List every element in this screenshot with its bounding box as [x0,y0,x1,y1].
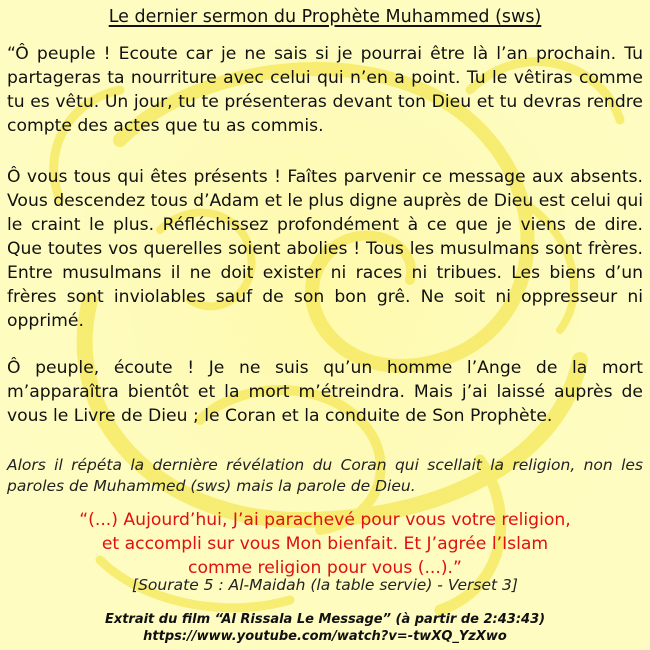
sermon-paragraph-3: Ô peuple, écoute ! Je ne suis qu’un homme l’Ange de la mort m’apparaîtra bientôt et la mort m’étreindra. Mais j’ai laissé auprès de vous le Livre de Dieu ; le Coran et la conduite de Son Prophète. [7,358,643,426]
sermon-paragraph-2: Ô vous tous qui êtes présents ! Faîtes parvenir ce message aux absents. Vous descendez tous d’Adam et le plus digne auprès de Dieu est celui qui le craint le plus. Réfléchissez profondément à ce que je viens de dire. Que toutes vos querelles soient abolies ! Tous les musulmans sont frères. Entre musulmans il ne doit exister ni races ni tribues. Les biens d’un frères sont inviolables sauf de son bon grê. Ne soit ni oppresseur ni opprimé. [7,167,643,331]
verse-reference: [Sourate 5 : Al-Maidah (la table servie) - Verset 3] [132,576,518,594]
video-url[interactable]: https://www.youtube.com/watch?v=-twXQ_YzXwo [143,629,507,644]
page-title: Le dernier sermon du Prophète Muhammed (sws) [108,7,542,27]
source-credit [0,611,650,645]
quote-line: et accompli sur vous Mon bienfait. Et J’agrée l’Islam [101,534,549,554]
quote-line: “(...) Aujourd’hui, J’ai parachevé pour vous votre religion, [79,510,571,530]
quote-line: comme religion pour vous (...).” [188,558,462,578]
film-credit: Extrait du film “Al Rissala Le Message” (à partir de 2:43:43) [104,612,546,627]
sermon-paragraph-1: “Ô peuple ! Ecoute car je ne sais si je pourrai être là l’an prochain. Tu partageras ta nourriture avec celui qui n’en a point. Tu le vêtiras comme tu es vêtu. Un jour, tu te présenteras devant ton Dieu et tu devras rendre compte des actes que tu as commis. [7,44,643,136]
narration-text: Alors il répéta la dernière révélation du Coran qui scellait la religion, non les paroles de Muhammed (sws) mais la parole de Dieu. [7,456,643,495]
quran-quote [0,508,650,580]
